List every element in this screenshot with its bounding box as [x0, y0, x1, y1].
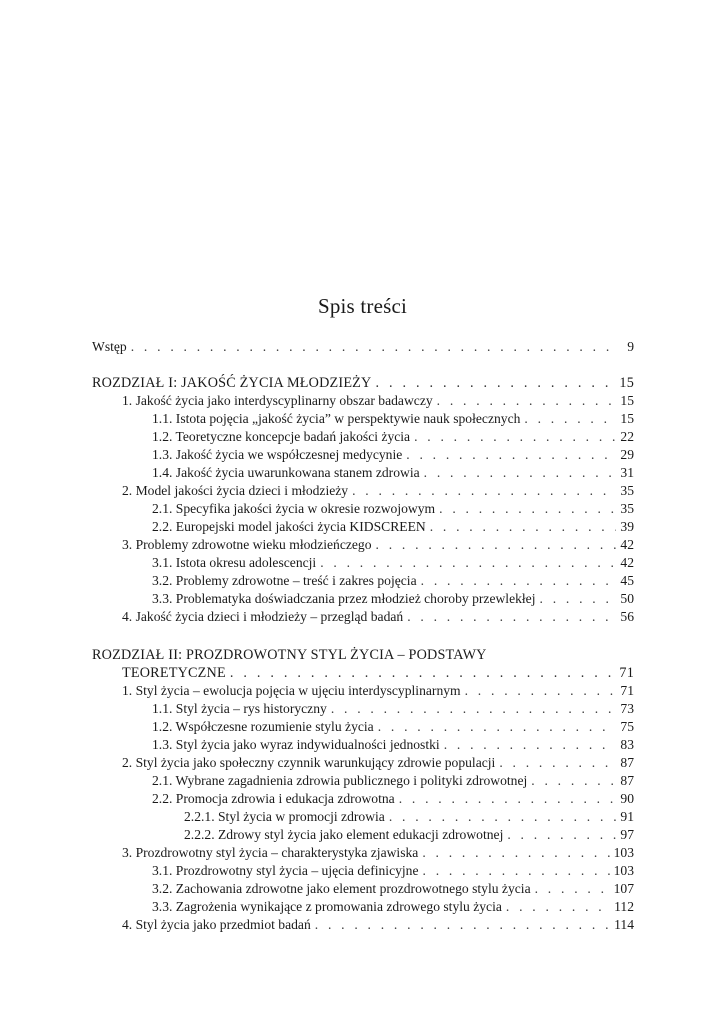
- toc-entry-label: 4. Jakość życia dzieci i młodzieży – przegląd badań: [122, 609, 404, 624]
- toc-entry-label: 1.1. Istota pojęcia „jakość życia” w perspektywie nauk społecznych: [152, 411, 521, 426]
- toc-page-number: 103: [613, 845, 634, 860]
- toc-leader-dots: [439, 500, 616, 518]
- toc-page-number: 71: [620, 683, 634, 698]
- toc-leader-dots: [421, 572, 616, 590]
- toc-page-number: 35: [620, 501, 634, 516]
- toc-entry-label: 3.1. Prozdrowotny styl życia – ujęcia definicyjne: [152, 863, 419, 878]
- toc-entry-subsection[interactable]: [92, 772, 634, 790]
- toc-leader-dots: [407, 608, 616, 626]
- toc-entry-label: 2.1. Wybrane zagadnienia zdrowia publicznego i polityki zdrowotnej: [152, 773, 528, 788]
- toc-leader-dots: [389, 808, 616, 826]
- toc-page-number: 39: [620, 519, 634, 534]
- table-of-contents: [92, 338, 634, 934]
- toc-entry-subsubsection[interactable]: [92, 808, 634, 826]
- toc-entry-label: 1. Jakość życia jako interdyscyplinarny obszar badawczy: [122, 393, 433, 408]
- toc-entry-label: ROZDZIAŁ I: JAKOŚĆ ŻYCIA MŁODZIEŻY: [92, 375, 372, 391]
- toc-leader-dots: [499, 754, 616, 772]
- toc-leader-dots: [507, 826, 616, 844]
- toc-entry-label-line2: [92, 664, 634, 682]
- toc-entry-label: 2. Model jakości życia dzieci i młodzieży: [122, 483, 349, 498]
- toc-entry-label: 3. Problemy zdrowotne wieku młodzieńczego: [122, 537, 372, 552]
- toc-entry-subsection[interactable]: [92, 898, 634, 916]
- toc-entry-section[interactable]: [92, 482, 634, 500]
- toc-entry-section[interactable]: [92, 392, 634, 410]
- toc-leader-dots: [331, 700, 616, 718]
- toc-page-number: 42: [620, 555, 634, 570]
- toc-entry-subsection[interactable]: [92, 700, 634, 718]
- toc-entry-label: 3.1. Istota okresu adolescencji: [152, 555, 317, 570]
- toc-page-number: 42: [620, 537, 634, 552]
- toc-entry-label: 3.2. Zachowania zdrowotne jako element prozdrowotnego stylu życia: [152, 881, 531, 896]
- toc-entry-label: 2. Styl życia jako społeczny czynnik warunkujący zdrowie populacji: [122, 755, 496, 770]
- toc-entry-label: 1.2. Współczesne rozumienie stylu życia: [152, 719, 374, 734]
- toc-leader-dots: [315, 916, 610, 934]
- toc-entry-label: 2.1. Specyfika jakości życia w okresie rozwojowym: [152, 501, 436, 516]
- toc-leader-dots: [423, 862, 610, 880]
- toc-page-number: 112: [614, 899, 634, 914]
- toc-entry-subsection[interactable]: [92, 790, 634, 808]
- toc-leader-dots: [437, 392, 616, 410]
- toc-entry-subsection[interactable]: [92, 862, 634, 880]
- toc-entry-label-line1: ROZDZIAŁ II: PROZDROWOTNY STYL ŻYCIA – PODSTAWY: [92, 647, 487, 663]
- toc-page-number: 31: [620, 465, 634, 480]
- toc-entry-section[interactable]: [92, 916, 634, 934]
- toc-entry-label: 2.2. Europejski model jakości życia KIDSCREEN: [152, 519, 426, 534]
- toc-entry-chapter-2[interactable]: [92, 646, 634, 682]
- toc-entry-label: TEORETYCZNE: [122, 665, 226, 681]
- toc-page-number: 50: [620, 591, 634, 606]
- toc-entry-subsection[interactable]: [92, 428, 634, 446]
- toc-page-number: 15: [620, 411, 634, 426]
- toc-page-number: 35: [620, 483, 634, 498]
- toc-entry-chapter-1[interactable]: [92, 374, 634, 392]
- toc-entry-label: 1.2. Teoretyczne koncepcje badań jakości życia: [152, 429, 411, 444]
- toc-leader-dots: [540, 590, 617, 608]
- toc-entry-intro[interactable]: [92, 338, 634, 356]
- toc-leader-dots: [524, 410, 616, 428]
- toc-page-number: 114: [614, 917, 634, 932]
- toc-page-number: 75: [620, 719, 634, 734]
- toc-leader-dots: [424, 464, 616, 482]
- toc-page-number: 15: [619, 375, 634, 391]
- toc-entry-section[interactable]: [92, 844, 634, 862]
- toc-page-number: 83: [620, 737, 634, 752]
- toc-entry-subsection[interactable]: [92, 736, 634, 754]
- toc-leader-dots: [414, 428, 616, 446]
- toc-leader-dots: [399, 790, 616, 808]
- toc-entry-label: 1.4. Jakość życia uwarunkowana stanem zdrowia: [152, 465, 420, 480]
- toc-entry-label: 4. Styl życia jako przedmiot badań: [122, 917, 311, 932]
- toc-leader-dots: [230, 664, 616, 682]
- toc-entry-label: 3.3. Problematyka doświadczania przez młodzież choroby przewlekłej: [152, 591, 536, 606]
- toc-page-number: 22: [620, 429, 634, 444]
- toc-entry-subsection[interactable]: [92, 554, 634, 572]
- toc-entry-subsection[interactable]: [92, 410, 634, 428]
- toc-leader-dots: [535, 880, 610, 898]
- toc-leader-dots: [506, 898, 610, 916]
- toc-entry-subsection[interactable]: [92, 880, 634, 898]
- toc-page-number: 107: [613, 881, 634, 896]
- toc-entry-section[interactable]: [92, 754, 634, 772]
- toc-page-number: 56: [620, 609, 634, 624]
- toc-page-number: 103: [613, 863, 634, 878]
- toc-leader-dots: [465, 682, 616, 700]
- toc-page-number: 9: [627, 339, 634, 354]
- toc-leader-dots: [131, 338, 616, 356]
- toc-page-number: 73: [620, 701, 634, 716]
- toc-entry-label: 3. Prozdrowotny styl życia – charakterystyka zjawiska: [122, 845, 419, 860]
- toc-leader-dots: [430, 518, 616, 536]
- toc-entry-section[interactable]: [92, 536, 634, 554]
- toc-leader-dots: [422, 844, 609, 862]
- toc-page-number: 45: [620, 573, 634, 588]
- toc-page-number: 91: [620, 809, 634, 824]
- toc-entry-subsection[interactable]: [92, 718, 634, 736]
- toc-leader-dots: [406, 446, 616, 464]
- toc-entry-label: 1. Styl życia – ewolucja pojęcia w ujęciu interdyscyplinarnym: [122, 683, 461, 698]
- toc-leader-dots: [352, 482, 616, 500]
- toc-entry-label: 3.2. Problemy zdrowotne – treść i zakres pojęcia: [152, 573, 417, 588]
- toc-entry-subsection[interactable]: [92, 446, 634, 464]
- toc-entry-label: 1.3. Styl życia jako wyraz indywidualności jednostki: [152, 737, 440, 752]
- toc-spacer: [92, 356, 634, 374]
- toc-entry-label: 2.2.2. Zdrowy styl życia jako element edukacji zdrowotnej: [184, 827, 504, 842]
- toc-page-number: 15: [620, 393, 634, 408]
- toc-entry-label: 3.3. Zagrożenia wynikające z promowania zdrowego stylu życia: [152, 899, 502, 914]
- toc-entry-section[interactable]: [92, 682, 634, 700]
- toc-entry-subsubsection[interactable]: [92, 826, 634, 844]
- toc-entry-label: Wstęp: [92, 339, 127, 354]
- toc-page-number: 87: [620, 773, 634, 788]
- toc-leader-dots: [444, 736, 616, 754]
- toc-entry-subsection[interactable]: [92, 500, 634, 518]
- toc-entry-label: 2.2.1. Styl życia w promocji zdrowia: [184, 809, 385, 824]
- toc-entry-section[interactable]: [92, 608, 634, 626]
- toc-page-number: 97: [620, 827, 634, 842]
- toc-heading: Spis treści: [317, 294, 408, 318]
- toc-leader-dots: [376, 374, 616, 392]
- toc-spacer: [92, 626, 634, 646]
- toc-page-number: 87: [620, 755, 634, 770]
- toc-entry-subsection[interactable]: [92, 572, 634, 590]
- toc-leader-dots: [531, 772, 616, 790]
- toc-leader-dots: [320, 554, 616, 572]
- toc-page-number: 90: [620, 791, 634, 806]
- toc-page-number: 29: [620, 447, 634, 462]
- toc-leader-dots: [378, 718, 616, 736]
- toc-entry-subsection[interactable]: [92, 464, 634, 482]
- toc-entry-subsection[interactable]: [92, 590, 634, 608]
- toc-entry-subsection[interactable]: [92, 518, 634, 536]
- toc-entry-label: 1.1. Styl życia – rys historyczny: [152, 701, 327, 716]
- toc-entry-label: 2.2. Promocja zdrowia i edukacja zdrowotna: [152, 791, 395, 806]
- toc-page-number: 71: [619, 665, 634, 681]
- toc-entry-label: 1.3. Jakość życia we współczesnej medycynie: [152, 447, 403, 462]
- toc-leader-dots: [376, 536, 616, 554]
